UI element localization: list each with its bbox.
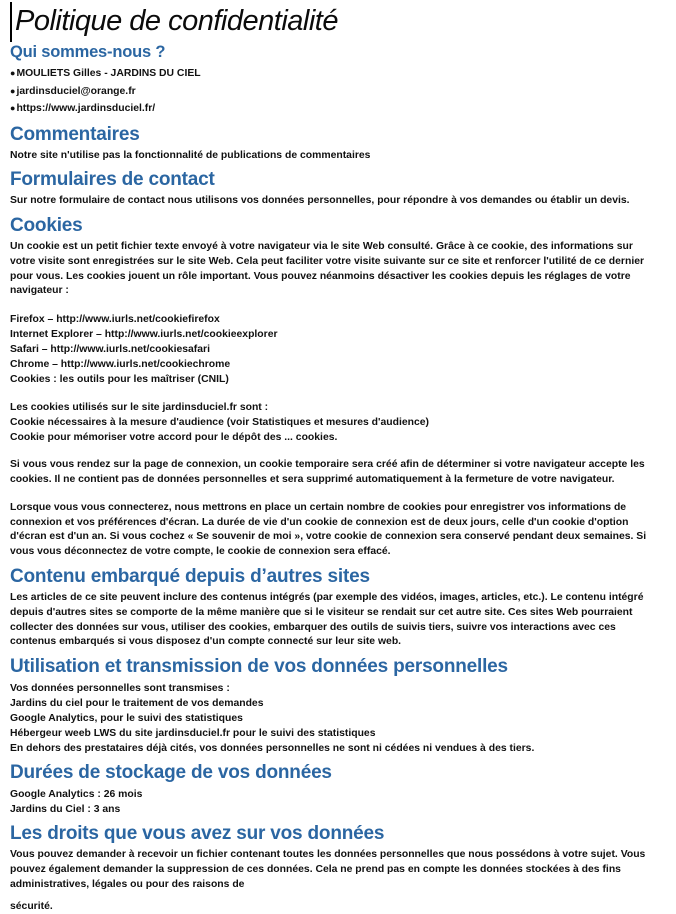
bullet-icon: ● [10,68,16,78]
rights-text [10,848,660,914]
who-name: MOULIETS Gilles - JARDINS DU CIEL [16,68,201,79]
section-heading-embedded: Contenu embarqué depuis d’autres sites [10,566,370,588]
who-email: jardinsduciel@orange.fr [16,85,136,97]
browser-link-ie: Internet Explorer – http://www.iurls.net/cookieexplorer [10,329,278,341]
section-heading-who: Qui sommes-nous ? [10,43,166,61]
list-item [10,65,660,83]
page-title: Politique de confidentialité [15,5,338,37]
site-cookies-intro: Les cookies utilisés sur le site jardinsduciel.fr sont : [10,402,269,414]
section-heading-storage: Durées de stockage de vos données [10,762,332,784]
browser-cookie-links [10,312,660,387]
storage-jardins: Jardins du Ciel : 3 ans [10,804,121,816]
usage-intro: Vos données personnelles sont transmises : [10,683,230,695]
usage-analytics: Google Analytics, pour le suivi des statistiques [10,713,243,725]
section-who-we-are [10,43,660,118]
browser-link-firefox: Firefox – http://www.iurls.net/cookiefirefox [10,314,220,326]
rights-text-last: sécurité. [10,900,53,912]
site-cookie-consent: Cookie pour mémoriser votre accord pour le dépôt des ... cookies. [10,432,338,444]
text-cursor-caret [10,2,12,42]
section-contact-forms [10,169,660,209]
who-website: https://www.jardinsduciel.fr/ [16,103,156,114]
storage-lines [10,787,660,817]
list-item [10,83,660,101]
title-row [10,2,660,42]
embedded-content-text: Les articles de ce site peuvent inclure des contenus intégrés (par exemple des vidéos, images, articles, etc.). Le contenu intégré depuis d'autres sites se comporte de la même manière que si le visiteur se rendait sur cet autre site. Ces sites Web pourraient collecter des données sur vous, utiliser des cookies, embarquer des outils de suivis tiers, suivre vos interactions avec ces contenus embarqués si vous disposez d'un compte connecté sur leur site web. [10,592,644,648]
section-heading-contact-forms: Formulaires de contact [10,169,215,191]
site-cookie-audience: Cookie nécessaires à la mesure d'audience (voir Statistiques et mesures d'audience) [10,417,430,429]
list-item [10,100,660,118]
browser-link-chrome: Chrome – http://www.iurls.net/cookiechrome [10,359,231,371]
section-heading-usage: Utilisation et transmission de vos données personnelles [10,656,508,678]
contact-forms-text: Sur notre formulaire de contact nous utilisons vos données personnelles, pour répondre à vos demandes ou établir un devis. [10,195,630,207]
bullet-icon: ● [10,85,16,96]
usage-lines [10,681,660,756]
section-cookies [10,215,660,560]
cookies-connection-paragraph: Lorsque vous vous connecterez, nous mettrons en place un certain nombre de cookies pour enregistrer vos informations de connexion et vos préférences d'écran. La durée de vie d'un cookie de connexion est de deux jours, celle d'un cookie d'option d'écran est d'un an. Si vous cochez « Se souvenir de moi », votre cookie de connexion sera conservé pendant deux semaines. Si vous vous déconnectez de votre compte, le cookie de connexion sera effacé. [10,501,647,558]
section-comments [10,124,660,164]
usage-no-selling: En dehors des prestataires déjà cités, vos données personnelles ne sont ni cédées ni vendues à des tiers. [10,743,535,755]
section-heading-cookies: Cookies [10,215,83,237]
usage-host: Hébergeur weeb LWS du site jardinsduciel.fr pour le suivi des statistiques [10,728,376,740]
comments-text: Notre site n'utilise pas la fonctionnalité de publications de commentaires [10,149,371,161]
cookies-login-paragraph: Si vous vous rendez sur la page de connexion, un cookie temporaire sera créé afin de déterminer si votre navigateur accepte les cookies. Il ne contient pas de données personnelles et sera supprimé automatiquement à la fermeture de votre navigateur. [10,459,645,486]
browser-link-safari: Safari – http://www.iurls.net/cookiesafari [10,344,210,356]
section-heading-rights: Les droits que vous avez sur vos données [10,823,385,845]
rights-text-main: Vous pouvez demander à recevoir un fichier contenant toutes les données personnelles que nous possédons à votre sujet. Vous pouvez également demander la suppression de ces données. Cela ne prend pas en compte les données stockées à des fins administratives, légales ou pour des raisons de [10,849,646,890]
site-cookies-list [10,400,660,445]
cookies-intro: Un cookie est un petit fichier texte envoyé à votre navigateur via le site Web consulté. Grâce à ce cookie, des informations sur votre visite sont enregistrées sur le site Web. Cela peut faciliter votre visite suivante sur ce site et renforcer l'utilité de ce dernier pour vous. Les cookies jouent un rôle important. Vous pouvez néanmoins désactiver les cookies depuis les réglages de votre navigateur : [10,241,645,297]
section-storage-duration [10,762,660,817]
section-heading-comments: Commentaires [10,123,140,145]
section-embedded-content [10,566,660,650]
storage-analytics: Google Analytics : 26 mois [10,789,143,801]
bullet-icon: ● [10,103,16,113]
section-your-rights [10,823,660,914]
cnil-tools-line: Cookies : les outils pour les maîtriser (CNIL) [10,374,229,386]
section-data-usage [10,656,660,756]
usage-jardins: Jardins du ciel pour le traitement de vos demandes [10,698,264,710]
